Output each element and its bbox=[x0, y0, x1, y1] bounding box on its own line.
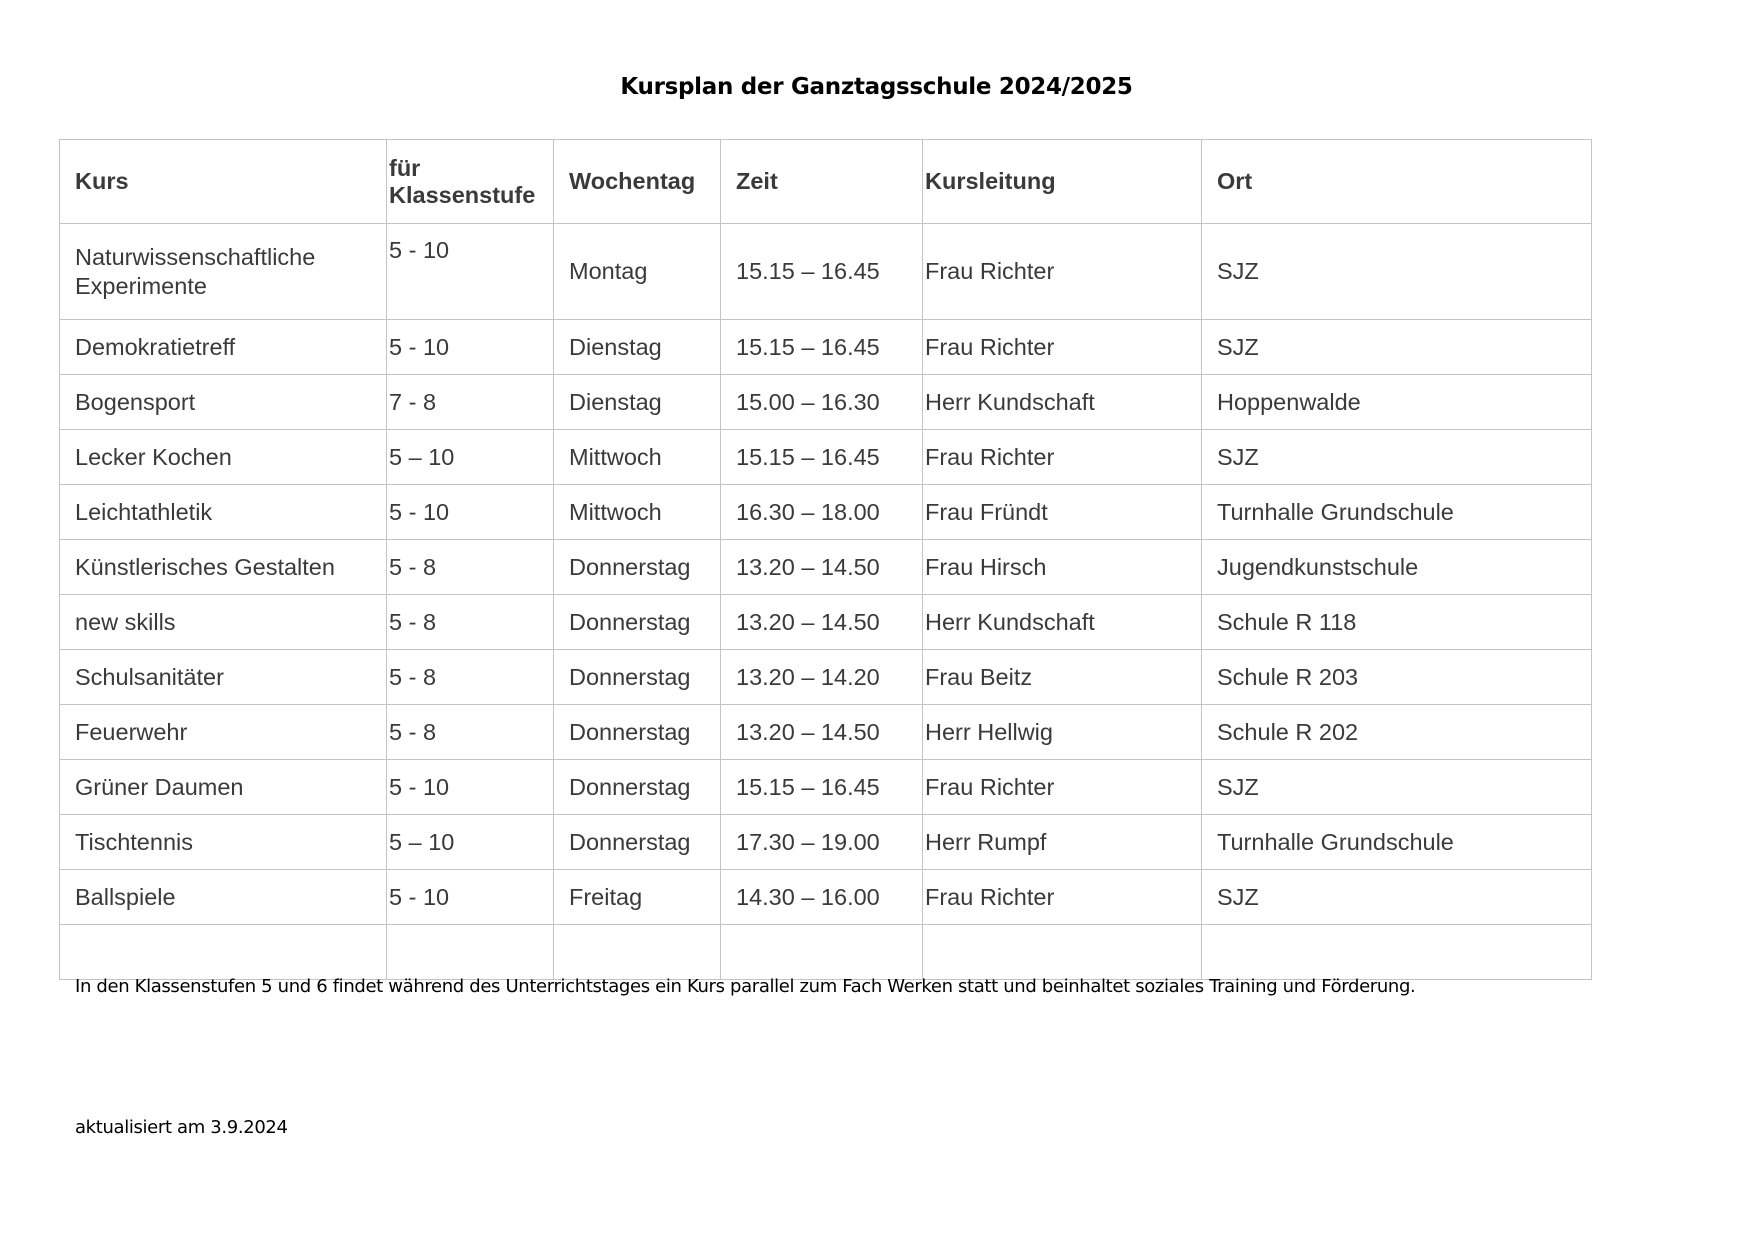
header-wochentag: Wochentag bbox=[554, 140, 721, 224]
cell-kursleitung: Frau Richter bbox=[923, 224, 1202, 320]
table-row bbox=[60, 540, 1592, 595]
cell-kurs: Feuerwehr bbox=[60, 705, 387, 760]
cell-wochentag: Donnerstag bbox=[554, 705, 721, 760]
cell-kursleitung: Herr Kundschaft bbox=[923, 375, 1202, 430]
cell-wochentag: Freitag bbox=[554, 870, 721, 925]
cell-kurs: Demokratietreff bbox=[60, 320, 387, 375]
table-row bbox=[60, 705, 1592, 760]
cell-wochentag bbox=[554, 925, 721, 980]
cell-zeit: 13.20 – 14.50 bbox=[721, 540, 923, 595]
cell-kurs: new skills bbox=[60, 595, 387, 650]
cell-zeit: 17.30 – 19.00 bbox=[721, 815, 923, 870]
updated-date: aktualisiert am 3.9.2024 bbox=[75, 1117, 288, 1138]
cell-kurs: Ballspiele bbox=[60, 870, 387, 925]
cell-klassenstufe: 5 – 10 bbox=[387, 430, 554, 485]
cell-kursleitung: Frau Richter bbox=[923, 320, 1202, 375]
table-row bbox=[60, 925, 1592, 980]
cell-klassenstufe: 5 - 10 bbox=[387, 870, 554, 925]
cell-kursleitung: Herr Hellwig bbox=[923, 705, 1202, 760]
cell-kurs: Tischtennis bbox=[60, 815, 387, 870]
cell-ort: Schule R 203 bbox=[1202, 650, 1592, 705]
header-klassenstufe: für Klassenstufe bbox=[387, 140, 554, 224]
cell-klassenstufe bbox=[387, 925, 554, 980]
cell-kursleitung bbox=[923, 925, 1202, 980]
table-row bbox=[60, 815, 1592, 870]
cell-klassenstufe: 5 - 8 bbox=[387, 650, 554, 705]
cell-zeit: 13.20 – 14.50 bbox=[721, 595, 923, 650]
cell-zeit: 15.00 – 16.30 bbox=[721, 375, 923, 430]
cell-kursleitung: Herr Rumpf bbox=[923, 815, 1202, 870]
cell-kurs: Grüner Daumen bbox=[60, 760, 387, 815]
table-header-row bbox=[60, 140, 1592, 224]
table-row bbox=[60, 485, 1592, 540]
cell-zeit bbox=[721, 925, 923, 980]
cell-wochentag: Montag bbox=[554, 224, 721, 320]
cell-kursleitung: Frau Hirsch bbox=[923, 540, 1202, 595]
cell-zeit: 14.30 – 16.00 bbox=[721, 870, 923, 925]
cell-ort: Jugendkunstschule bbox=[1202, 540, 1592, 595]
cell-ort: Hoppenwalde bbox=[1202, 375, 1592, 430]
cell-ort: SJZ bbox=[1202, 760, 1592, 815]
cell-kurs: Naturwissenschaftliche Experimente bbox=[60, 224, 387, 320]
page-title: Kursplan der Ganztagsschule 2024/2025 bbox=[620, 74, 1133, 100]
table-row bbox=[60, 320, 1592, 375]
cell-kursleitung: Frau Richter bbox=[923, 760, 1202, 815]
cell-wochentag: Donnerstag bbox=[554, 815, 721, 870]
header-kursleitung: Kursleitung bbox=[923, 140, 1202, 224]
cell-wochentag: Dienstag bbox=[554, 320, 721, 375]
header-ort: Ort bbox=[1202, 140, 1592, 224]
header-zeit: Zeit bbox=[721, 140, 923, 224]
cell-kursleitung: Frau Beitz bbox=[923, 650, 1202, 705]
course-table bbox=[59, 139, 1592, 980]
footnote: In den Klassenstufen 5 und 6 findet während des Unterrichtstages ein Kurs parallel zum Fach Werken statt und beinhaltet soziales Training und Förderung. bbox=[75, 976, 1416, 997]
cell-kurs: Bogensport bbox=[60, 375, 387, 430]
cell-klassenstufe: 5 - 10 bbox=[387, 320, 554, 375]
cell-klassenstufe: 7 - 8 bbox=[387, 375, 554, 430]
table-body bbox=[60, 224, 1592, 980]
cell-kurs: Schulsanitäter bbox=[60, 650, 387, 705]
cell-zeit: 15.15 – 16.45 bbox=[721, 760, 923, 815]
cell-ort: SJZ bbox=[1202, 430, 1592, 485]
table-row bbox=[60, 224, 1592, 320]
cell-ort: Turnhalle Grundschule bbox=[1202, 815, 1592, 870]
table-row bbox=[60, 595, 1592, 650]
cell-wochentag: Mittwoch bbox=[554, 430, 721, 485]
cell-kurs: Künstlerisches Gestalten bbox=[60, 540, 387, 595]
cell-zeit: 15.15 – 16.45 bbox=[721, 320, 923, 375]
cell-wochentag: Dienstag bbox=[554, 375, 721, 430]
cell-klassenstufe: 5 - 10 bbox=[387, 485, 554, 540]
table-row bbox=[60, 430, 1592, 485]
cell-ort: SJZ bbox=[1202, 320, 1592, 375]
cell-kurs: Leichtathletik bbox=[60, 485, 387, 540]
cell-zeit: 15.15 – 16.45 bbox=[721, 224, 923, 320]
cell-klassenstufe: 5 - 8 bbox=[387, 595, 554, 650]
cell-zeit: 13.20 – 14.50 bbox=[721, 705, 923, 760]
cell-klassenstufe: 5 - 10 bbox=[387, 760, 554, 815]
cell-kurs bbox=[60, 925, 387, 980]
cell-kursleitung: Herr Kundschaft bbox=[923, 595, 1202, 650]
cell-klassenstufe: 5 – 10 bbox=[387, 815, 554, 870]
cell-ort: Turnhalle Grundschule bbox=[1202, 485, 1592, 540]
cell-wochentag: Donnerstag bbox=[554, 540, 721, 595]
cell-wochentag: Donnerstag bbox=[554, 595, 721, 650]
cell-ort: Schule R 202 bbox=[1202, 705, 1592, 760]
table-row bbox=[60, 375, 1592, 430]
table-row bbox=[60, 870, 1592, 925]
cell-zeit: 13.20 – 14.20 bbox=[721, 650, 923, 705]
header-kurs: Kurs bbox=[60, 140, 387, 224]
cell-klassenstufe: 5 - 8 bbox=[387, 705, 554, 760]
cell-zeit: 15.15 – 16.45 bbox=[721, 430, 923, 485]
cell-klassenstufe: 5 - 8 bbox=[387, 540, 554, 595]
cell-kursleitung: Frau Richter bbox=[923, 430, 1202, 485]
cell-wochentag: Mittwoch bbox=[554, 485, 721, 540]
cell-kurs: Lecker Kochen bbox=[60, 430, 387, 485]
cell-klassenstufe: 5 - 10 bbox=[387, 224, 554, 320]
cell-kursleitung: Frau Fründt bbox=[923, 485, 1202, 540]
cell-kursleitung: Frau Richter bbox=[923, 870, 1202, 925]
cell-zeit: 16.30 – 18.00 bbox=[721, 485, 923, 540]
cell-ort: SJZ bbox=[1202, 870, 1592, 925]
table-row bbox=[60, 760, 1592, 815]
cell-ort: Schule R 118 bbox=[1202, 595, 1592, 650]
cell-wochentag: Donnerstag bbox=[554, 650, 721, 705]
table-row bbox=[60, 650, 1592, 705]
cell-ort: SJZ bbox=[1202, 224, 1592, 320]
cell-ort bbox=[1202, 925, 1592, 980]
cell-wochentag: Donnerstag bbox=[554, 760, 721, 815]
